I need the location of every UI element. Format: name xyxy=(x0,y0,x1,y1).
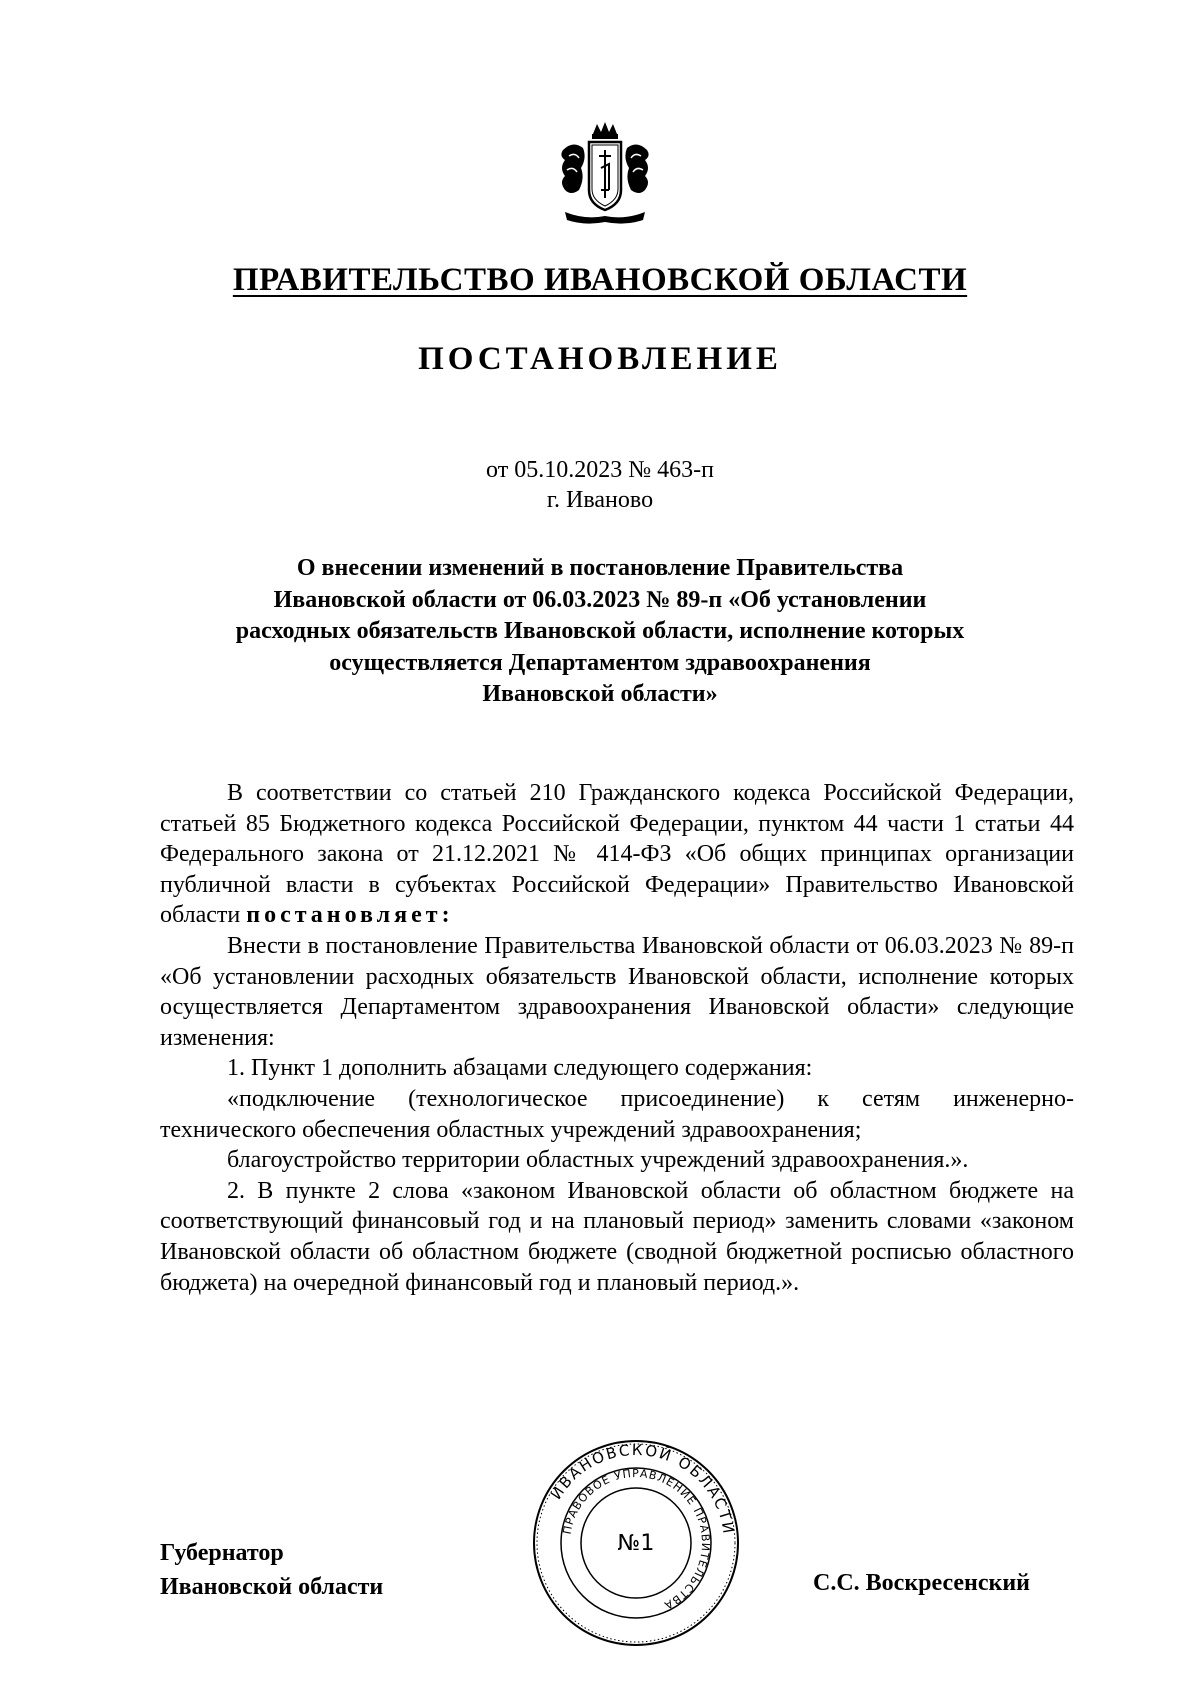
body-paragraph-preamble xyxy=(160,778,1074,931)
document-date-number: от 05.10.2023 № 463-п xyxy=(486,457,714,483)
body-paragraph-quote1: «подключение (технологическое присоединение) к сетям инженерно-технического обеспечения областных учреждений здравоохранения; xyxy=(160,1085,1074,1143)
stamp-outer-text: ИВАНОВСКОЙ ОБЛАСТИ xyxy=(546,1440,738,1537)
signatory-title: Губернатор xyxy=(160,1540,284,1566)
preamble-text: В соответствии со статьей 210 Гражданского кодекса Российской Федерации, статьей 85 Бюджетного кодекса Российской Федерации, пунктом 44 части 1 статьи 44 Федерального закона от 21.12.2021 № 414-ФЗ «Об общих принципах организации публичной власти в субъектах Российской Федерации» Правительство Ивановской области xyxy=(160,780,1074,929)
subject-line: Ивановской области от 06.03.2023 № 89-п «Об установлении xyxy=(273,586,927,613)
document-type: ПОСТАНОВЛЕНИЕ xyxy=(418,341,782,377)
subject-line: расходных обязательств Ивановской области, исполнение которых xyxy=(235,618,965,644)
government-title: ПРАВИТЕЛЬСТВО ИВАНОВСКОЙ ОБЛАСТИ xyxy=(232,262,968,298)
signatory-name: С.С. Воскресенский xyxy=(813,1570,1031,1596)
coat-of-arms-icon xyxy=(555,120,655,228)
signatory-region: Ивановской области xyxy=(160,1574,384,1600)
stamp-inner-text: ПРАВОВОЕ УПРАВЛЕНИЕ ПРАВИТЕЛЬСТВА xyxy=(560,1466,713,1613)
stamp-center-number: №1 xyxy=(617,1531,655,1556)
body-paragraph-amend: Внести в постановление Правительства Ивановской области от 06.03.2023 № 89-п «Об установлении расходных обязательств Ивановской области, исполнение которых осуществляется Департаментом здравоохранения Ивановской области» следующие изменения: xyxy=(160,932,1074,1051)
signatory-position xyxy=(160,1536,383,1604)
body-paragraph-quote2: благоустройство территории областных учреждений здравоохранения.». xyxy=(227,1147,969,1174)
subject-line: Ивановской области» xyxy=(482,681,718,707)
round-seal-stamp-icon xyxy=(531,1438,741,1648)
document-city: г. Иваново xyxy=(546,487,654,513)
subject-line: О внесении изменений в постановление Правительства xyxy=(296,555,904,581)
document-body xyxy=(160,778,1074,1298)
body-paragraph-item2: 2. В пункте 2 слова «законом Ивановской области об областном бюджете на соответствующий финансовый год и на плановый период» заменить словами «законом Ивановской области об областном бюджете (сводной бюджетной росписью областного бюджета) на очередной финансовый год и плановый период.». xyxy=(160,1177,1074,1296)
resolves-keyword: постановляет: xyxy=(246,902,454,929)
subject-line: осуществляется Департаментом здравоохранения xyxy=(329,649,871,676)
body-paragraph-item1: 1. Пункт 1 дополнить абзацами следующего содержания: xyxy=(227,1055,813,1082)
document-subject xyxy=(160,553,1040,711)
